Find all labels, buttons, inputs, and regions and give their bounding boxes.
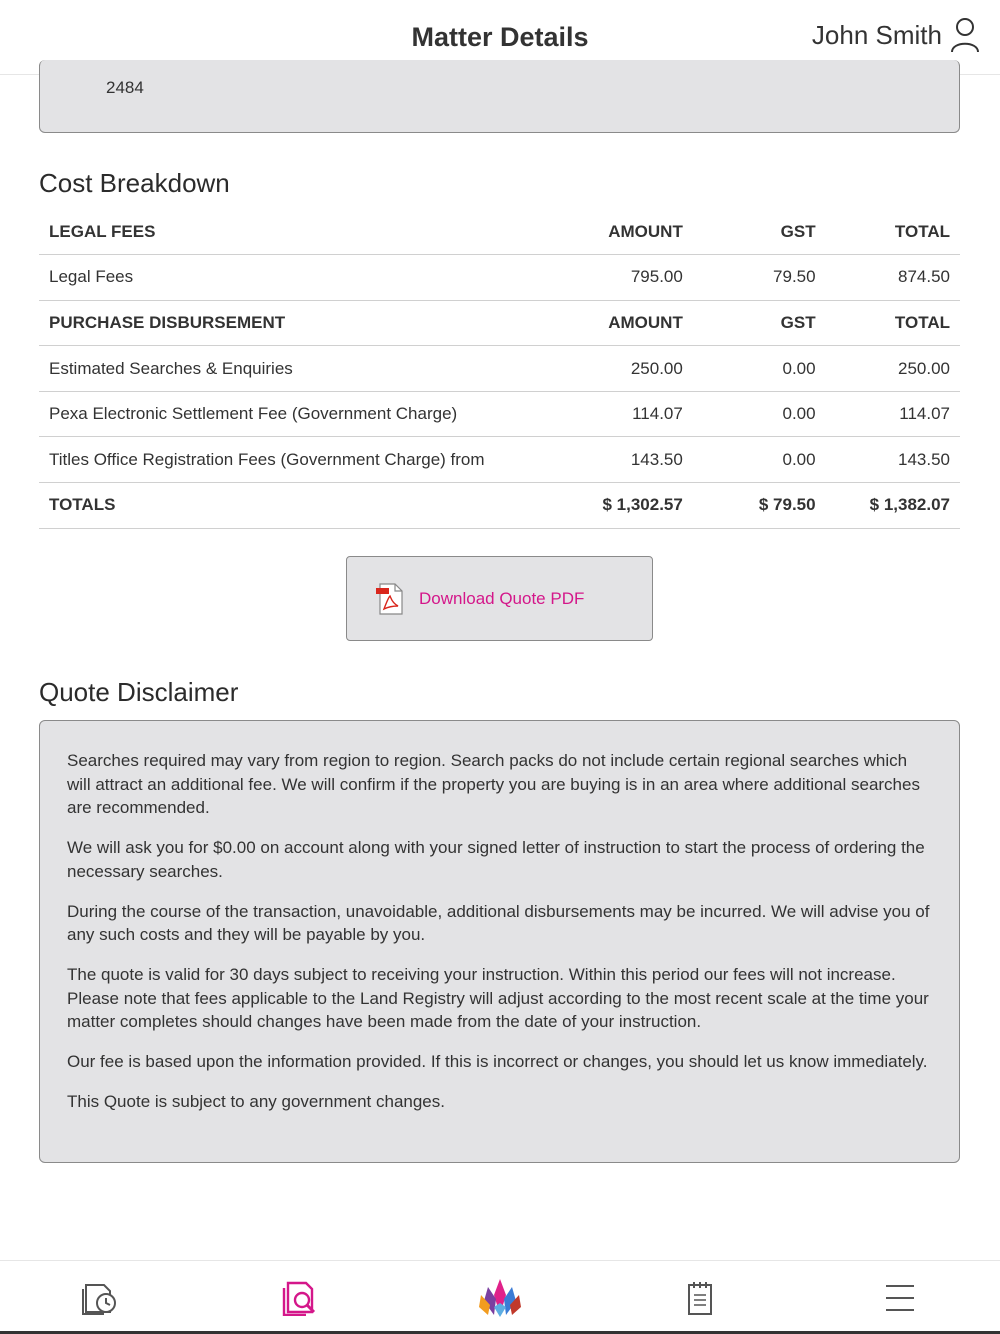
cost-breakdown-title: Cost Breakdown: [39, 168, 230, 198]
user-menu[interactable]: [812, 17, 980, 53]
row-gst: 0.00: [693, 437, 826, 483]
row-gst: 0.00: [693, 346, 826, 392]
disclaimer-paragraph: The quote is valid for 30 days subject to receiving your instruction. Within this period our fees will not increase. Please note that fees applicable to the Land Registry will adjust according to the most recent scale at the time your matter completes should changes have been made from the date of your instruction.: [67, 965, 929, 1031]
row-description: Pexa Electronic Settlement Fee (Government Charge): [39, 391, 552, 437]
disclaimer-paragraph: Searches required may vary from region to region. Search packs do not include certain regional searches which will attract an additional fee. We will confirm if the property you are buying is in an area where additional searches are recommended.: [67, 751, 920, 817]
totals-row: [39, 483, 960, 529]
nav-home-logo[interactable]: [478, 1277, 522, 1319]
column-header-description: LEGAL FEES: [39, 209, 552, 255]
column-header-description: PURCHASE DISBURSEMENT: [39, 300, 552, 346]
column-header-total: TOTAL: [826, 209, 960, 255]
row-total: 250.00: [826, 346, 960, 392]
nav-search-matter[interactable]: [278, 1277, 322, 1319]
legal-fees-header-row: [39, 209, 960, 255]
row-description: Estimated Searches & Enquiries: [39, 346, 552, 392]
column-header-total: TOTAL: [826, 300, 960, 346]
row-gst: 0.00: [693, 391, 826, 437]
column-header-amount: AMOUNT: [552, 209, 693, 255]
menu-icon[interactable]: [884, 1283, 916, 1313]
totals-label: TOTALS: [39, 483, 552, 529]
disclaimer-paragraph: During the course of the transaction, unavoidable, additional disbursements may be incurred. We will advise you of any such costs and they will be payable by you.: [67, 901, 930, 944]
nav-history[interactable]: [78, 1277, 122, 1319]
user-name[interactable]: John Smith: [811, 19, 942, 50]
download-quote-pdf-button[interactable]: [346, 556, 653, 641]
table-row: [39, 346, 960, 392]
crystal-logo-icon[interactable]: [478, 1277, 522, 1319]
table-row: [39, 255, 960, 301]
row-gst: 79.50: [693, 255, 826, 301]
totals-gst: $ 79.50: [693, 483, 826, 529]
cost-breakdown-table: [39, 209, 960, 529]
pdf-file-icon: [375, 583, 405, 615]
row-total: 143.50: [826, 437, 960, 483]
row-description: Legal Fees: [39, 255, 552, 301]
row-total: 114.07: [826, 391, 960, 437]
disclaimer-paragraph: Our fee is based upon the information provided. If this is incorrect or changes, you should let us know immediately.: [67, 1052, 928, 1071]
search-document-icon[interactable]: [280, 1280, 320, 1316]
address-card: [39, 60, 960, 133]
totals-amount: $ 1,302.57: [552, 483, 693, 529]
row-total: 874.50: [826, 255, 960, 301]
column-header-gst: GST: [693, 209, 826, 255]
disclaimer-paragraph: This Quote is subject to any government changes.: [67, 1092, 445, 1111]
address-postcode: 2484: [106, 78, 144, 97]
disbursement-header-row: [39, 300, 960, 346]
table-row: [39, 437, 960, 483]
column-header-gst: GST: [693, 300, 826, 346]
disclaimer-paragraph: We will ask you for $0.00 on account along with your signed letter of instruction to start the process of ordering the necessary searches.: [67, 838, 925, 881]
row-amount: 143.50: [552, 437, 693, 483]
quote-disclaimer-title: Quote Disclaimer: [39, 677, 239, 707]
totals-total: $ 1,382.07: [826, 483, 960, 529]
row-description: Titles Office Registration Fees (Government Charge) from: [39, 437, 552, 483]
nav-notes[interactable]: [678, 1277, 722, 1319]
bottom-navigation: [0, 1260, 1000, 1334]
row-amount: 250.00: [552, 346, 693, 392]
user-icon[interactable]: [950, 17, 980, 53]
quote-disclaimer-card: [39, 720, 960, 1163]
column-header-amount: AMOUNT: [552, 300, 693, 346]
notepad-icon[interactable]: [685, 1280, 715, 1316]
row-amount: 114.07: [552, 391, 693, 437]
download-quote-pdf-label[interactable]: Download Quote PDF: [419, 588, 585, 608]
table-row: [39, 391, 960, 437]
row-amount: 795.00: [552, 255, 693, 301]
nav-menu[interactable]: [878, 1277, 922, 1319]
page-title: Matter Details: [411, 22, 589, 52]
history-document-icon[interactable]: [80, 1281, 120, 1315]
